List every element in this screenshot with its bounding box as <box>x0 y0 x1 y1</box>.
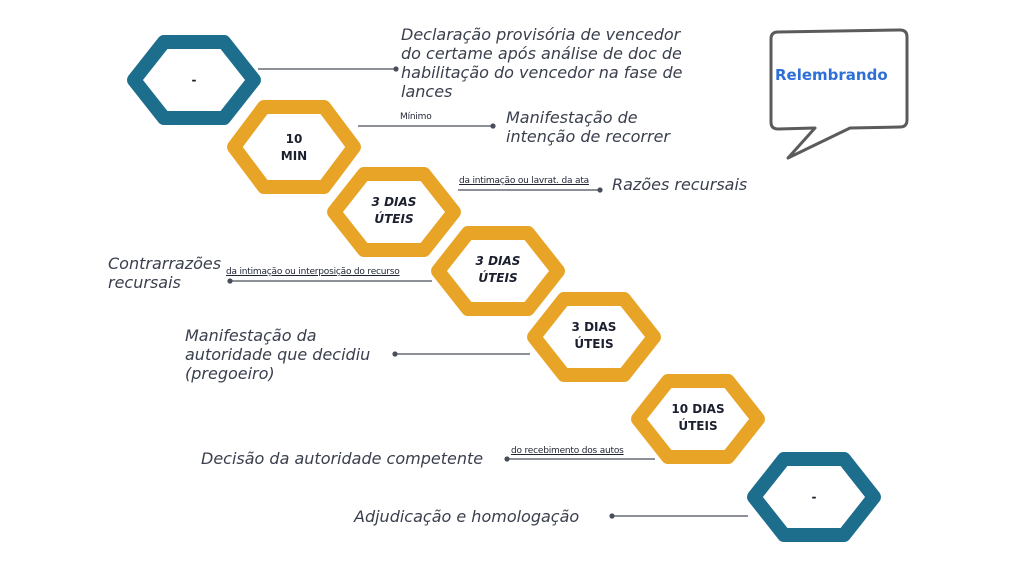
step-3-line-label: da intimação ou lavrat. da ata <box>459 176 589 186</box>
connector-2-dot <box>490 123 495 128</box>
connector-5-dot <box>392 351 397 356</box>
connector-4-dot <box>227 278 232 283</box>
step-1-marker: - <box>191 73 197 87</box>
step-2-description: Manifestação de intenção de recorrer <box>506 108 670 146</box>
connector-6-dot <box>504 456 509 461</box>
step-3-description: Razões recursais <box>612 175 748 194</box>
step-2-line-label: Mínimo <box>400 112 432 122</box>
step-2-marker: 10 MIN <box>280 132 308 163</box>
step-3-marker: 3 DIAS ÚTEIS <box>371 195 417 226</box>
step-4-description: Contrarrazões recursais <box>108 254 222 292</box>
step-6-description: Decisão da autoridade competente <box>201 449 484 468</box>
step-5-description: Manifestação da autoridade que decidiu (pregoeiro) <box>185 326 371 383</box>
step-7-description: Adjudicação e homologação <box>354 507 580 526</box>
connector-3-dot <box>597 187 602 192</box>
step-7-marker: - <box>811 490 817 504</box>
step-6-line-label: do recebimento dos autos <box>511 446 624 456</box>
step-5-marker: 3 DIAS ÚTEIS <box>571 320 617 351</box>
step-4-marker: 3 DIAS ÚTEIS <box>475 254 521 285</box>
connector-1-dot <box>393 66 398 71</box>
callout-bubble <box>771 30 907 158</box>
callout-text: Relembrando <box>775 66 888 84</box>
step-6-marker: 10 DIAS ÚTEIS <box>671 402 725 433</box>
step-4-line-label: da intimação ou interposição do recurso <box>226 267 400 277</box>
step-1-description: Declaração provisória de vencedor do certame após análise de doc de habilitação do vencedor na fase de lances <box>401 25 683 101</box>
connector-7-dot <box>609 513 614 518</box>
